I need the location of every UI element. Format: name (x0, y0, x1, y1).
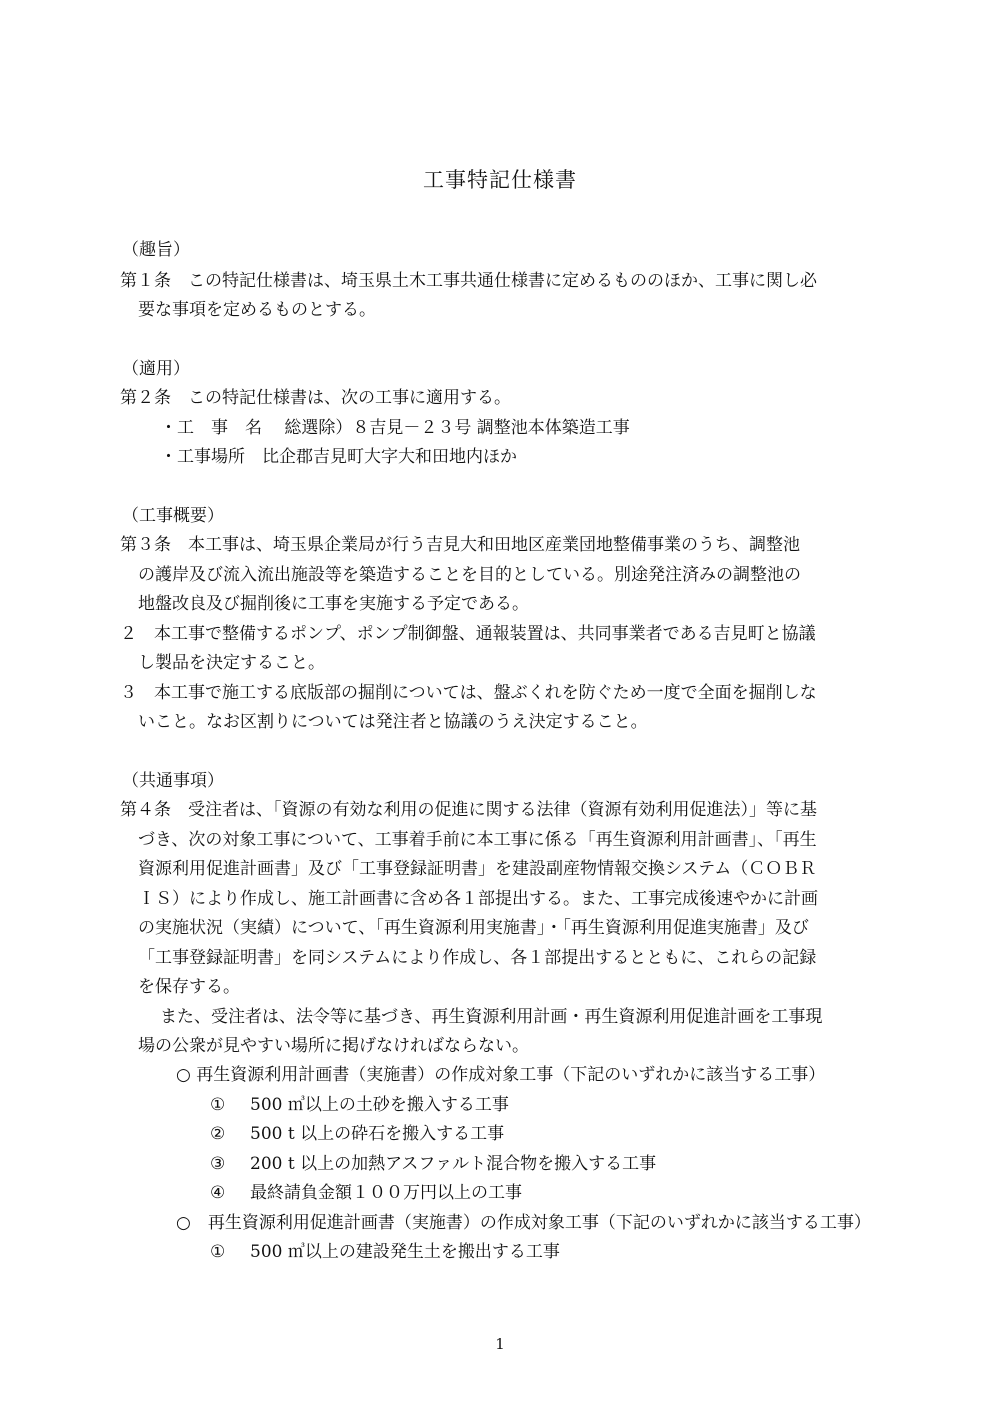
article-text: ２ 本工事で整備するポンプ、ポンプ制御盤、通報装置は、共同事業者である吉見町と協議 (120, 624, 816, 644)
list-item (210, 1152, 657, 1176)
article-text: 第１条 この特記仕様書は、埼玉県土木工事共通仕様書に定めるもののほか、工事に関し必 (120, 271, 817, 291)
article-text: 地盤改良及び掘削後に工事を実施する予定である。 (138, 594, 529, 614)
list-text: 200 t 以上の加熱アスファルト混合物を搬入する工事 (250, 1154, 657, 1174)
article-text: 第３条 本工事は、埼玉県企業局が行う吉見大和田地区産業団地整備事業のうち、調整池 (120, 535, 800, 555)
list-item (210, 1093, 509, 1117)
list-item: ・工 事 名 総選除）８吉見－２３号 調整池本体築造工事 (160, 418, 630, 438)
article-text: し製品を決定すること。 (138, 653, 325, 673)
list-text: 最終請負金額１００万円以上の工事 (250, 1183, 522, 1203)
article-text: を保存する。 (138, 977, 240, 997)
article-text: 「工事登録証明書」を同システムにより作成し、各１部提出するとともに、これらの記録 (138, 948, 817, 968)
list-item (210, 1240, 560, 1264)
article-text: づき、次の対象工事について、工事着手前に本工事に係る「再生資源利用計画書」、「再生 (138, 830, 817, 850)
article-text: 第４条 受注者は、「資源の有効な利用の促進に関する法律（資源有効利用促進法）」等に基 (120, 800, 817, 820)
article-text: の実施状況（実績）について、「再生資源利用実施書」・「再生資源利用促進実施書」及び (138, 918, 809, 938)
article-text: の護岸及び流入流出施設等を築造することを目的としている。別途発注済みの調整池の (138, 565, 801, 585)
section-heading: （趣旨） (122, 240, 190, 260)
list-number: ② (210, 1124, 226, 1144)
list-number: ① (210, 1242, 226, 1262)
article-text: 場の公衆が見やすい場所に掲げなければならない。 (138, 1036, 529, 1056)
article-text: 要な事項を定めるものとする。 (138, 300, 376, 320)
list-title: ○ 再生資源利用促進計画書（実施書）の作成対象工事（下記のいずれかに該当する工事） (176, 1213, 871, 1233)
list-title: ○ 再生資源利用計画書（実施書）の作成対象工事（下記のいずれかに該当する工事） (176, 1065, 826, 1085)
article-text: いこと。なお区割りについては発注者と協議のうえ決定すること。 (138, 712, 648, 732)
article-text: 資源利用促進計画書」及び「工事登録証明書」を建設副産物情報交換システム（ＣＯＢＲ (138, 859, 817, 879)
list-text: 500 ㎥以上の建設発生土を搬出する工事 (250, 1242, 560, 1262)
list-number: ③ (210, 1154, 226, 1174)
list-text: 500 t 以上の砕石を搬入する工事 (250, 1124, 505, 1144)
list-text: 500 ㎥以上の土砂を搬入する工事 (250, 1095, 509, 1115)
section-heading: （共通事項） (122, 771, 224, 791)
list-item (210, 1181, 522, 1205)
section-heading: （適用） (122, 359, 190, 379)
list-number: ④ (210, 1183, 226, 1203)
page-number: 1 (495, 1335, 505, 1353)
article-text: 第２条 この特記仕様書は、次の工事に適用する。 (120, 388, 511, 408)
section-heading: （工事概要） (122, 506, 224, 526)
article-text: また、受注者は、法令等に基づき、再生資源利用計画・再生資源利用促進計画を工事現 (160, 1007, 823, 1027)
list-number: ① (210, 1095, 226, 1115)
document-title: 工事特記仕様書 (423, 168, 577, 192)
list-item: ・工事場所 比企郡吉見町大字大和田地内ほか (160, 447, 517, 467)
article-text: ＩＳ）により作成し、施工計画書に含め各１部提出する。また、工事完成後速やかに計画 (138, 889, 818, 909)
article-text: ３ 本工事で施工する底版部の掘削については、盤ぶくれを防ぐため一度で全面を掘削しな (120, 683, 817, 703)
list-item (210, 1122, 505, 1146)
